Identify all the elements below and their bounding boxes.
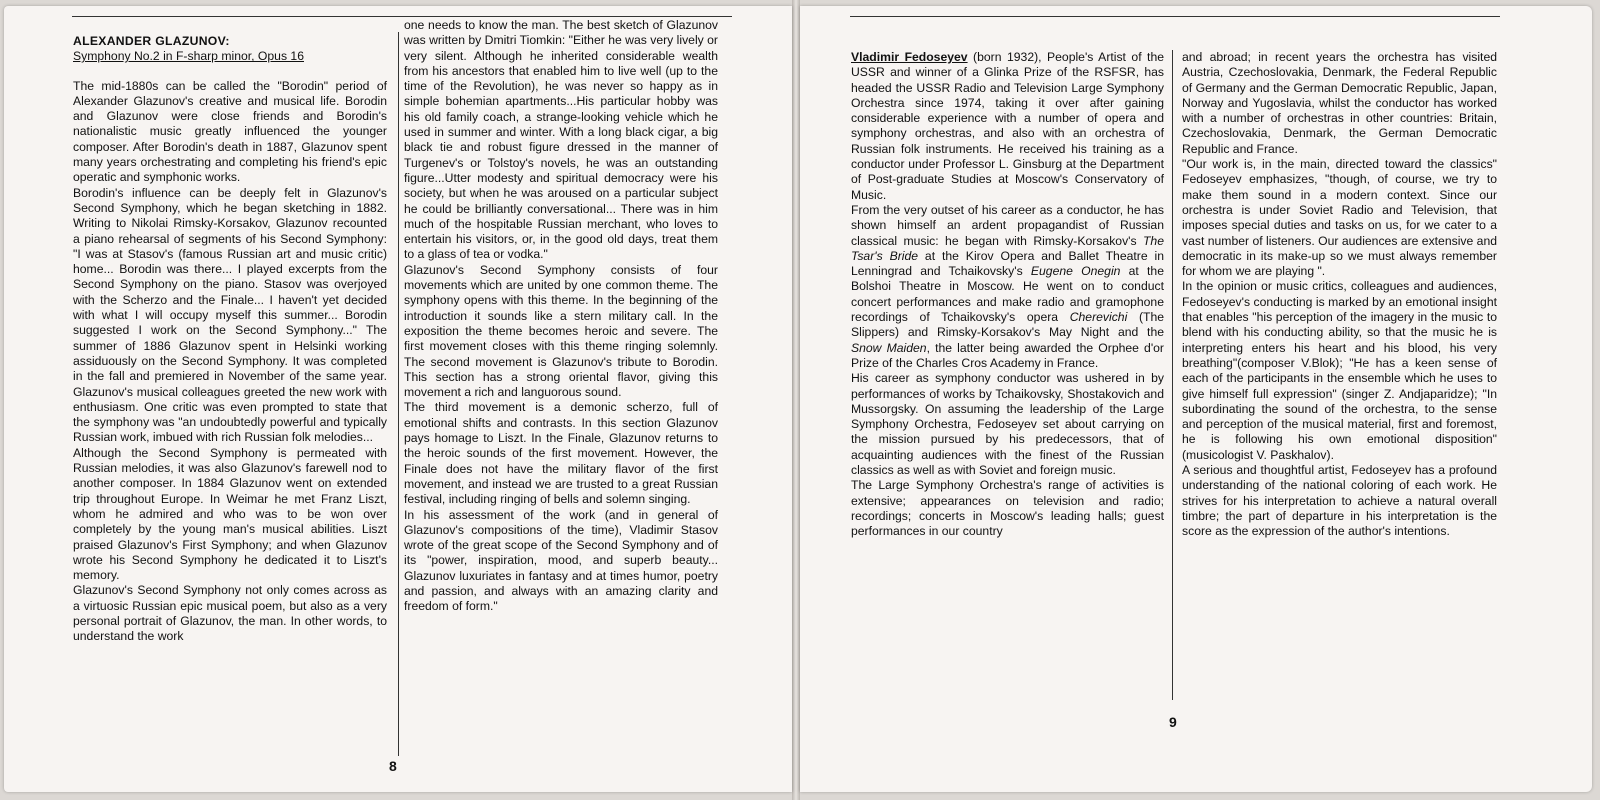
right-column-2 — [1182, 50, 1497, 540]
paragraph: Glazunov's Second Symphony consists of four movements which are united by one common theme. The symphony opens with this theme. In the beginning of the introduction it sounds like a stern military call. In the exposition the theme becomes heroic and severe. The first movement closes with this theme ringing solemnly. The second movement is Glazunov's tribute to Borodin. This section has a strong oriental flavor, giving this movement a rich and languorous sound. — [404, 262, 718, 400]
paragraph: one needs to know the man. The best sketch of Glazunov was written by Dmitri Tiomkin: "Either he was very lively or very silent. Although he inherited considerable wealth from his ancestors that enabled him to live well (up to the time of the Revolution), he was never so happy as in simple bohemian apartments...His particular hobby was his old family coach, a strange-looking vehicle which he used in summer and winter. With a long black cigar, a big black tie and robust figure dressed in the manner of Turgenev's or Tolstoy's novels, he was an outstanding figure...Utter modesty and spiritual democracy were his society, but when he was aroused on a particular subject he could be brilliantly conversational... There was in him much of the hospitable Russian merchant, who loves to entertain his visitors, or, in the good old days, treat them to a glass of tea or vodka." — [404, 18, 718, 262]
paragraph: Vladimir Fedoseyev (born 1932), People's Artist of the USSR and winner of a Glinka Prize of the RSFSR, has headed the USSR Radio and Television Large Symphony Orchestra since 1974, taking it over after gaining considerable experience with a number of opera and symphony orchestras, and also with an orchestra of Russian folk instruments. He received his training as a conductor under Professor L. Ginsburg at the Department of Post-graduate Studies at Moscow's Conservatory of Music. — [851, 50, 1165, 202]
paragraph: The Large Symphony Orchestra's range of activities is extensive; appearances on television and radio; recordings; concerts in Moscow's leading halls; guest performances in our country — [851, 478, 1164, 539]
paragraph: The mid-1880s can be called the "Borodin" period of Alexander Glazunov's creative and musical life. Borodin and Glazunov were close friends and Borodin's nationalistic music greatly influenced the younger composer. After Borodin's death in 1887, Glazunov spent many years orchestrating and completing his friend's epic operatic and symphonic works. — [73, 78, 387, 185]
paragraph: His career as symphony conductor was ushered in by performances of works by Tchaikovsky, Shostakovich and Mussorgsky. On assuming the leadership of the Large Symphony Orchestra, Fedoseyev set about carrying on the mission pursued by his predecessors, that of acquainting audiences with the finest of the Russian classics as well as with Soviet and foreign music. — [851, 371, 1164, 478]
column-rule — [398, 32, 399, 756]
paragraph: Borodin's influence can be deeply felt in Glazunov's Second Symphony, which he began sketching in 1882. Writing to Nikolai Rimsky-Korsakov, Glazunov recounted a piano rehearsal of segments of his Second Symphony: "I was at Stasov's (famous Russian art and music critic) home... Borodin was there... I played excerpts from the Second Symphony on the piano. Stasov was overjoyed with the Scherzo and the Finale... I haven't yet decided with what I will occupy myself this summer... Borodin suggested I work on the Second Symphony..." The summer of 1886 Glazunov spent in Helsinki working assiduously on the Second Symphony. It was completed in the fall and premiered in November of the same year. Glazunov's musical colleagues greeted the new work with enthusiasm. One critic was even prompted to state that the symphony was "an undoubtedly powerful and typically Russian work, imbued with rich Russian folk melodies... — [73, 185, 387, 445]
paragraph: A serious and thoughtful artist, Fedoseyev has a profound understanding of the national coloring of each work. He strives for his interpretation to achieve a natural overall timbre; the part of departure in his interpretation is the score as the expression of the author's intentions. — [1182, 463, 1497, 539]
paragraph: "Our work is, in the main, directed toward the classics" Fedoseyev emphasizes, "though, of course, we try to make them sound in a modern context. Since our orchestra is under Soviet Radio and Television, that imposes special duties and tasks on us, for we cater to a vast number of listeners. Our audiences are extensive and democratic in its make-up so we must always remember for whom we are playing ". — [1182, 157, 1498, 279]
right-page — [800, 6, 1592, 792]
right-column-1 — [851, 50, 1164, 540]
paragraph: Although the Second Symphony is permeated with Russian melodies, it was also Glazunov's farewell nod to another composer. In 1884 Glazunov went on extended trip throughout Europe. In Weimar he met Franz Liszt, whom he admired and who was to be won over completely by the young man's musical abilities. Liszt praised Glazunov's First Symphony; and when Glazunov wrote his Second Symphony he dedicated it to Liszt's memory. — [73, 445, 387, 583]
paragraph: From the very outset of his career as a conductor, he has shown himself an ardent propagandist of Russian classical music: he began with Rimsky-Korsakov's The Tsar's Bride at the Kirov Opera and Ballet Theatre in Lenningrad and Tchaikovsky's Eugene Onegin at the Bolshoi Theatre in Moscow. He went on to conduct concert performances and make radio and gramophone recordings of Tchaikovsky's opera Cherevichi (The Slippers) and Rimsky-Korsakov's May Night and the Snow Maiden, the latter being awarded the Orphee d'or Prize of the Charles Cros Academy in France. — [851, 202, 1164, 370]
book-gutter — [792, 0, 800, 800]
paragraph: Glazunov's Second Symphony not only comes across as a virtuosic Russian epic musical poem, but also as a very personal portrait of Glazunov, the man. In other words, to understand the work — [73, 583, 387, 644]
page-number: 9 — [1169, 714, 1177, 730]
left-column-2 — [404, 18, 718, 615]
left-page — [4, 6, 792, 792]
conductor-name: Vladimir Fedoseyev — [851, 50, 968, 64]
page-number: 8 — [389, 758, 397, 774]
top-rule — [72, 16, 732, 17]
paragraph: The third movement is a demonic scherzo, full of emotional shifts and contrasts. In this section Glazunov pays homage to Liszt. In the Finale, Glazunov returns to the heroic sounds of the first movement. However, the Finale does not have the military flavor of the first movement, and instead we are trusted to a great Russian festival, including ringing of bells and solemn singing. — [404, 400, 718, 507]
column-rule — [1172, 50, 1173, 700]
paragraph: and abroad; in recent years the orchestra has visited Austria, Czechoslovakia, Denmark, the Federal Republic of Germany and the German Democratic Republic, Japan, Norway and Yugoslavia, whilst the conductor has worked with a number of orchestras in other countries: Britain, Czechoslovakia, Denmark, the German Democratic Republic and France. — [1182, 50, 1497, 156]
article-heading: ALEXANDER GLAZUNOV: — [73, 34, 230, 48]
top-rule — [850, 16, 1500, 17]
paragraph: In the opinion or music critics, colleagues and audiences, Fedoseyev's conducting is marked by an emotional insight that enables "his perception of the imagery in the music to blend with his conducting ability, so that the music he is interpreting enters his heart and his blood, his very breathing"(composer V.Blok); "He has a keen sense of each of the participants in the ensemble which he uses to give himself full expression" (singer Z. Andjaparidze); "In subordinating the sound of the orchestra, to the sense and perception of the musical material, first and foremost, he is following his own emotional disposition" (musicologist V. Paskhalov). — [1182, 279, 1497, 462]
article-subtitle: Symphony No.2 in F-sharp minor, Opus 16 — [73, 49, 304, 64]
left-column-1 — [73, 34, 387, 645]
paragraph: In his assessment of the work (and in general of Glazunov's compositions of the time), Vladimir Stasov wrote of the great scope of the Second Symphony and of its "power, inspiration, mood, and superb beauty... Glazunov luxuriates in fantasy and at times humor, poetry and passion, and always with an amazing clarity and freedom of form." — [404, 507, 718, 614]
